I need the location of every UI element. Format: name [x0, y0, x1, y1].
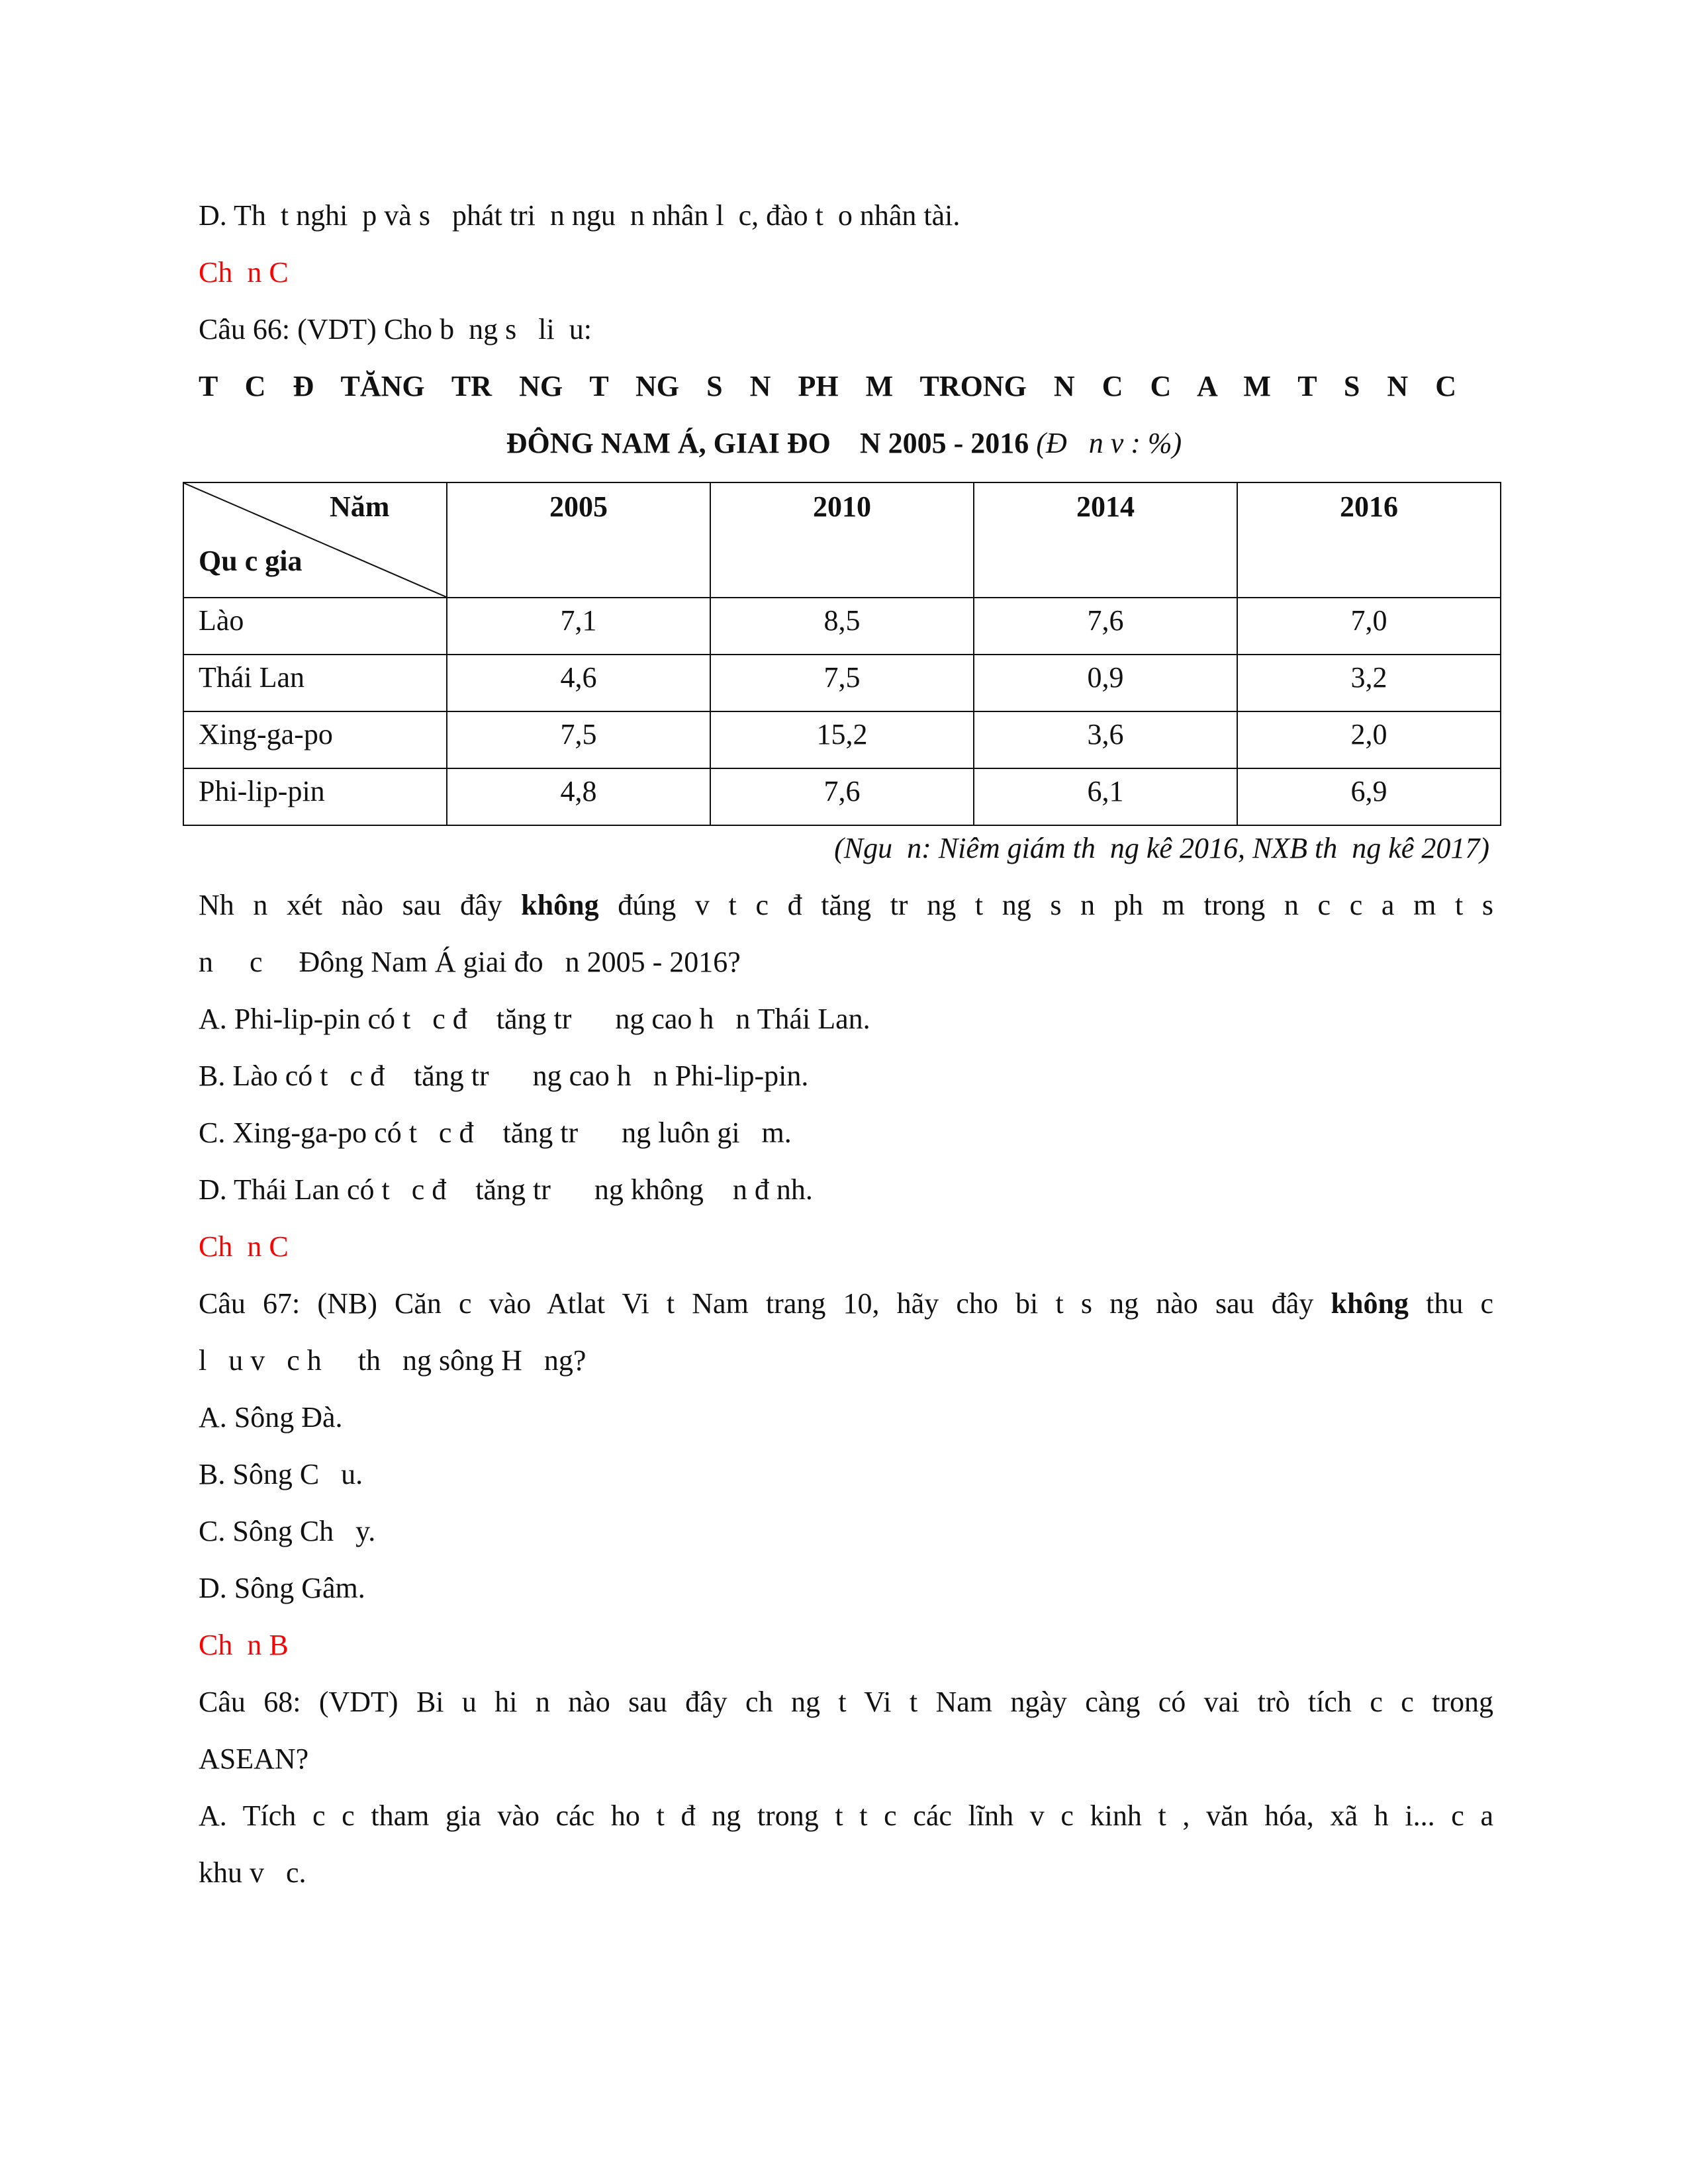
q65-option-d: D. Th t nghi p và s phát tri n ngu n nhân l c, đào t o nhân tài. — [199, 199, 961, 232]
growth-table — [183, 482, 1501, 826]
table-source: (Ngu n: Niêm giám th ng kê 2016, NXB th ng kê 2017) — [834, 832, 1489, 864]
table-title-line2: ĐÔNG NAM Á, GIAI ĐO N 2005 - 2016 (Đ n v : %) — [506, 427, 1182, 459]
q67-answer: Ch n B — [199, 1629, 289, 1661]
diagonal-line — [184, 483, 446, 597]
header-country-label: Qu c gia — [199, 545, 303, 577]
table-title-line1: T C Đ TĂNG TR NG T NG S N PH M TRONG N C C A M T S N C — [199, 370, 1456, 402]
value-cell: 7,5 — [447, 711, 710, 768]
value-cell: 7,1 — [447, 598, 710, 655]
country-cell: Thái Lan — [183, 655, 447, 711]
country-cell: Phi-lip-pin — [183, 768, 447, 825]
header-year-2005: 2005 — [447, 482, 710, 598]
q66-option-d: D. Thái Lan có t c đ tăng tr ng không n đ nh. — [199, 1173, 813, 1206]
q65-answer: Ch n C — [199, 256, 289, 289]
q66-question-line2: n c Đông Nam Á giai đo n 2005 - 2016? — [199, 946, 741, 978]
header-diagonal-cell — [183, 482, 447, 598]
q67-question-line1: Câu 67: (NB) Căn c vào Atlat Vi t Nam trang 10, hãy cho bi t s ng nào sau đây không thu c — [199, 1287, 1494, 1320]
q68-question-line2: ASEAN? — [199, 1743, 309, 1775]
table-row — [183, 655, 1501, 711]
q68-question-line1: Câu 68: (VDT) Bi u hi n nào sau đây ch ng t Vi t Nam ngày càng có vai trò tích c c trong — [199, 1686, 1493, 1718]
table-row — [183, 598, 1501, 655]
value-cell: 4,6 — [447, 655, 710, 711]
value-cell: 6,9 — [1237, 768, 1501, 825]
header-year-2016: 2016 — [1237, 482, 1501, 598]
value-cell: 3,2 — [1237, 655, 1501, 711]
table-row — [183, 711, 1501, 768]
q66-question-line1: Nh n xét nào sau đây không đúng v t c đ tăng tr ng t ng s n ph m trong n c c a m t s — [199, 889, 1493, 921]
table-row — [183, 768, 1501, 825]
value-cell: 7,0 — [1237, 598, 1501, 655]
q67-option-a: A. Sông Đà. — [199, 1401, 343, 1433]
header-year-label: Năm — [330, 490, 390, 523]
q68-option-a-line1: A. Tích c c tham gia vào các ho t đ ng trong t t c các lĩnh v c kinh t , văn hóa, xã h i... c a — [199, 1799, 1493, 1832]
value-cell: 6,1 — [974, 768, 1237, 825]
country-cell: Lào — [183, 598, 447, 655]
country-cell: Xing-ga-po — [183, 711, 447, 768]
value-cell: 3,6 — [974, 711, 1237, 768]
value-cell: 8,5 — [710, 598, 974, 655]
header-year-2010: 2010 — [710, 482, 974, 598]
value-cell: 0,9 — [974, 655, 1237, 711]
q67-option-b: B. Sông C u. — [199, 1458, 363, 1490]
table-unit: (Đ n v : %) — [1036, 427, 1182, 459]
value-cell: 15,2 — [710, 711, 974, 768]
q67-option-c: C. Sông Ch y. — [199, 1515, 376, 1547]
header-year-2014: 2014 — [974, 482, 1237, 598]
value-cell: 7,6 — [974, 598, 1237, 655]
q67-option-d: D. Sông Gâm. — [199, 1572, 365, 1604]
q67-question-line2: l u v c h th ng sông H ng? — [199, 1344, 586, 1377]
value-cell: 4,8 — [447, 768, 710, 825]
value-cell: 2,0 — [1237, 711, 1501, 768]
q66-intro: Câu 66: (VDT) Cho b ng s li u: — [199, 313, 592, 345]
q66-answer: Ch n C — [199, 1230, 289, 1263]
q66-option-a: A. Phi-lip-pin có t c đ tăng tr ng cao h n Thái Lan. — [199, 1003, 870, 1035]
value-cell: 7,6 — [710, 768, 974, 825]
value-cell: 7,5 — [710, 655, 974, 711]
q66-option-c: C. Xing-ga-po có t c đ tăng tr ng luôn gi m. — [199, 1116, 792, 1149]
q66-option-b: B. Lào có t c đ tăng tr ng cao h n Phi-lip-pin. — [199, 1060, 809, 1092]
q68-option-a-line2: khu v c. — [199, 1856, 306, 1889]
